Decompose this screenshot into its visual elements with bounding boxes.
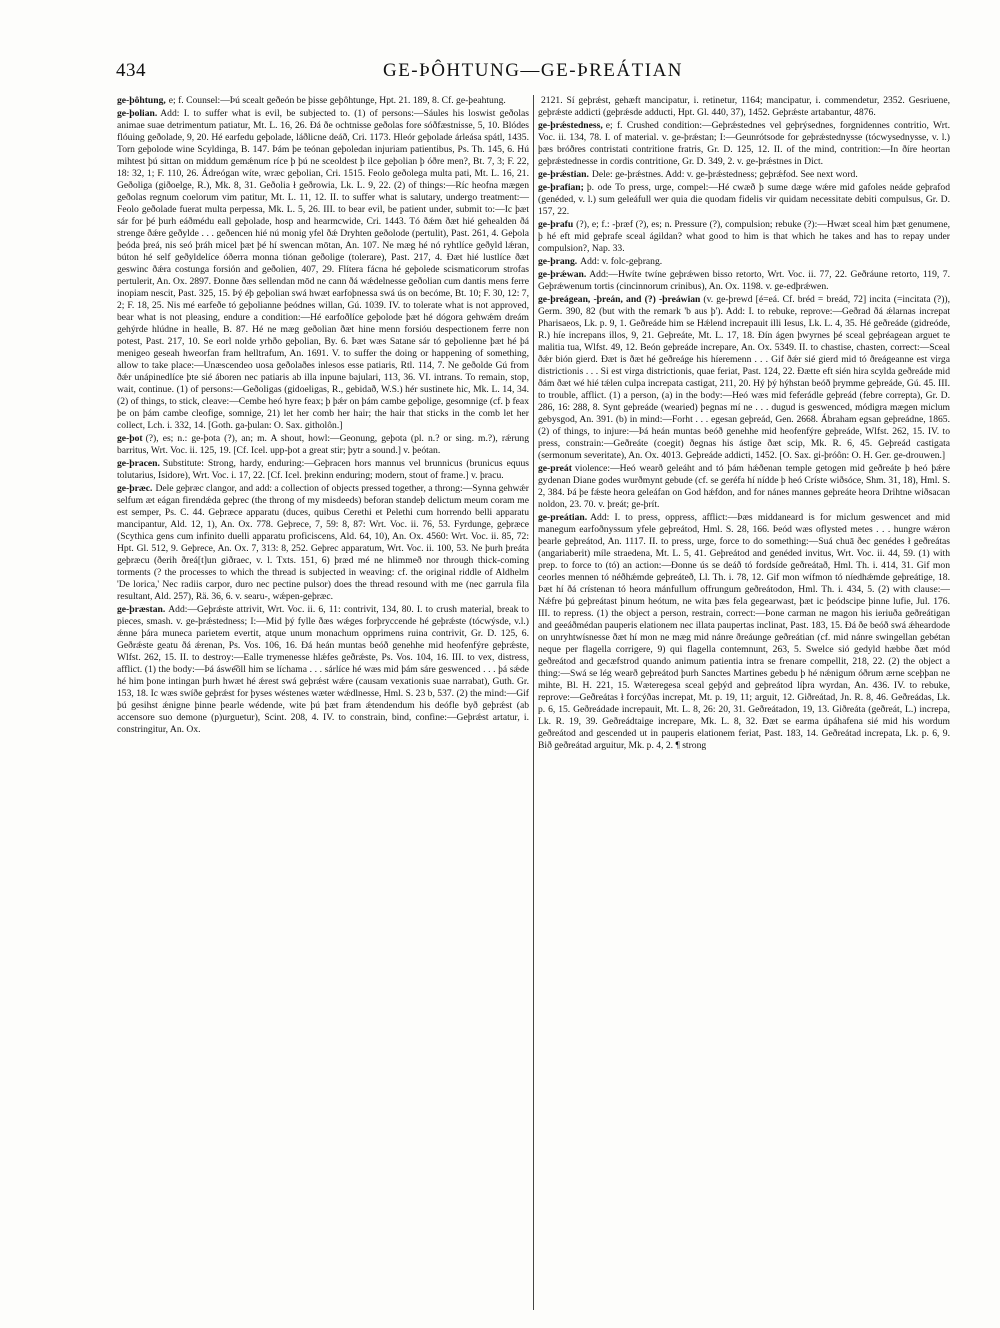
dictionary-entry [538, 169, 950, 181]
left-column [117, 95, 529, 1310]
dictionary-entry [117, 604, 529, 736]
column-divider [533, 95, 534, 1310]
entry-text: violence:—Heó wearð geleáht and tó þám hǽðenan temple getogen mid geðreáte þ heó þǽre gydenan Diane godes wurðmynt gebude (cf. se geréfa hí nídde þ heó Críste wiðsóce, Shm. 31, 18), Hml. S. 2, 384. Þá þe fǽste heora geleáfan on God hǽfdon, and for nánes mannes geþreáte heora Drihtne wiðsacan noldon, 23. 70. v. þreát; ge-þrít. [538, 463, 950, 510]
dictionary-entry [117, 483, 529, 603]
entry-headword: ge-þrafian; [538, 182, 584, 193]
entry-text: e; f. Crushed condition:—Geþrǽstednes vel geþrýsednes, forgnidennes contritio, Wrt. Voc. ii. 134, 78. I. of material. v. ge-þrǽstan; I:—Geunrótsode for geþrǽstednysse (tócwysednysse, v. l.) þæs bróðres contristati contritione fratris, Gr. D. 125, 12. II. of the mind, contrition:—In ðíre heortan geþrǽstednesse in cordis contritione, Gr. D. 349, 2. v. ge-þrǽstnes in Dict. [538, 120, 950, 167]
entry-headword: ge-preát [538, 463, 572, 474]
entry-text: þ. ode To press, urge, compel:—Hé cwæð þ sume dæge wǽre mid gafoles neáde geþrafod (genéded, v. l.) sum geleáfull wer quia die quodam fidelis vir quidam necessitate debiti compulsus, Gr. D. 157, 22. [538, 182, 950, 217]
page-header [116, 60, 950, 86]
entry-text: Dele: ge-þrǽstnes. Add: v. ge-þrǽstedness; geþrǽfod. See next word. [591, 169, 858, 180]
entry-headword: ge-þracen. [117, 458, 160, 469]
entry-text: 2121. Sí geþrǽst, gehæft mancipatur, i. retinetur, 1164; mancipatur, i. commendetur, 2352. Gesriuene, geþrǽste addicti (geþrǽsde adducti, Hpt. Gl. 440, 37), 1452. Geþrǽste artabantur, 4876. [538, 95, 950, 118]
entry-headword: ge-þrǽwan. [538, 269, 587, 280]
entry-text: (?), es; n.: ge-þota (?), an; m. A shout, howl:—Geonung, geþota (pl. n.? or sing. m.?), rǽrung barritus, Wrt. Voc. ii. 125, 19. [Cf. Icel. upp-þot a great stir; þytr a sound.] v. þeótan. [117, 433, 529, 456]
entry-text: (v. ge-þrewd [é=eá. Cf. bréd = breád, 72] incita (=incitata (?)), Germ. 390, 82 (but with the remark 'b aus þ'). Add: I. to rebuke, reprove:—Geðrad ðá ǽlarnas increpat Pharisaeos, Lk. p. 9, 1. Geðreáde him se Hǽlend increpauit illi Iesus, Lk. L. 4, 35. Hé geðreáde (gidreóde, R.) híe increpans illos, 9, 21. Geþreáte, Mt. L. 17, 18. Ðín ágen þwyrnes þé sceal geþréagean arguet te malitia tua, Wlfst. 49, 12. Beón geþreáde increpare, An. Ox. 5349. II. to chastise, chasten, correct:—Sceal ðǽr bión gierd. Ðæt is ðæt hé geðreáge his híeremenn . . . Gif ðǽr sié gierd mid tó ðreágeanne est virga districtionis . . . Si est virga districtionis, quae feriat, Past. 124, 22. Ðætte eft sién hira scylda geðreáde mid ðám ðæt wé hié tǽlen culpa increpata castigat, 211, 20. Hý þý hýhstan beóð þrymme geþreáde, Gú. 45. III. to trouble, afflict. (1) a person, (a) in the body:—Heó wæs mid feferádle geþreád (febre correpta), Gr. D. 286, 16: 288, 8. Synt geþreáde (wearied) þegnas mí ne . . . dugud is geswenced, módigra mægen miclum gebysgod, An. 391. (b) in mind:—Forht . . . egesan geþreád, Gen. 2668. Ábraham egsan geþreádne, 1865. (2) of things, to injure:—Þá heán muntas beóð genehhe mid heofenfýre geþreáde, Wlfst. 262, 15. IV. to press, constrain:—Geðreáte (coegit) ðegnas his ástige ðæt scip, Mk. R. 6, 45. Geþreád castigata (sermonum severitate), An. Ox. 4013. Geþreáde addicti, 1452. [O. Sax. gi-þróôn: O. H. Ger. ge-drouwen.] [538, 294, 950, 461]
page-number: 434 [116, 60, 146, 81]
dictionary-entry [538, 512, 950, 752]
dictionary-entry [538, 120, 950, 168]
dictionary-entry [538, 294, 950, 462]
entry-text: Dele geþræc clangor, and add: a collection of objects pressed together, a throng:—Synna gehwǽr selfum æt eágan firendǽda geþrec (the throng of my misdeeds) beforan standeþ delictum meum coram me est semper, Ps. C. 44. Geþræce apparatu (duces, quibus Cerethi et Pelethi cum horrendo belli apparatu mancipantur, Ald. 12, 1), An. Ox. 778. Geþrece, 7, 59: 8, 87: Wrt. Voc. ii. 76, 53. Fyrdunge, geþræce (Scythica gens cum infinito duelli apparatu proficiscens, Ald. 64, 10), An. Ox. 4560: Wrt. Voc. ii. 85, 72: Hpt. Gl. 512, 9. Geþrece, An. Ox. 7, 313: 8, 252. Geþrec apparatum, Wrt. Voc. ii. 100, 53. Ne þurh þreáta geþræcu (ðerih ðreá[t]un giðraec, v. l. Txts. 151, 6) þræd mé ne hlimmeð nor through thick-coming torments (? the processes to which the thread is subjected in weaving: cf. the original riddle of Aldhelm 'De lorica,' Nec radiis carpor, duro nec pectine pulsor) does the thread resound with me (nec garrula fila resultant, Ald. 257), Rä. 36, 6. v. searu-, wǽpen-geþræc. [117, 483, 529, 602]
entry-headword: ge-þrǽstedness, [538, 120, 603, 131]
entry-headword: ge-þrafu [538, 219, 574, 230]
entry-headword: ge-þot [117, 433, 143, 444]
entry-headword: ge-þôhtung, [117, 95, 166, 106]
entry-text: Add:—Hwíte twíne geþrǽwen bisso retorto, Wrt. Voc. ii. 77, 22. Geðráune retorto, 119, 7. Geþrǽwenum tortis (cincinnorum crinibus), An. Ox. 1198. v. ge-edþrǽwen. [538, 269, 950, 292]
entry-text: Add: I. to press, oppress, afflict:—Þæs middaneard is for miclum geswencet and mid manegum earfoðnyssum yfele geþreátod, Hml. S. 28, 166. Þeód wæs oflysted metes . . . hungre wǽron þearle geþreátod, An. 1117. II. to press, urge, force to do something:—Suá chuā ðec genédes ł geðreátas (angariaberit) míle straedena, Mt. L. 5, 41. Geþreátod and genéded invitus, Wrt. Voc. ii. 44, 59. (1) with prep. to force to (tó) an action:—Ðonne ús se deáð tó fordsíde geðreátað, Hml. Th. i. 414, 31. Gif mon ceorles mennen tó néðhǽmde geþreáteð, Ll. Th. i. 78, 12. Gif mon wífmon tó níedhǽmde geþreátige, 18. Þæt hí ðá crístenan tó heora mánfullum offrungum geðreátodon, Hml. Th. i. 434, 5. (2) with clause:—Nǽfre þú geþreátast þinum heótum, ne wita þæs fela gegearwast, þæt ic þeódscipe þinne lufie, Jul. 176. III. to repress. (1) the object a person, restrain, correct:—Þone carman ne magon his ieriuða geðreátigan and geeáðmédan pauperis elationem nec illata paupertas inclinat, Past. 183, 15. Ðá ðe beóð swá ǽheardode on unryhtwísnesse ðæt hí mon ne mæg mid nánre ðreáunge geðreátian (cf. mid nánre swingellan gebétan neque per flagella corrigere, 9) qui flagella contemnunt, 263, 5. Swelce sió gedyld hæbbe ðæt mód geðreátod and gecæfstrod quando animum patientia intra se frenare compellit, 218, 22. (2) the object a thing:—Swá se lég wearð geþreátod þurh Sanctes Martines gebedu þ hé nǽnigum óðrum ærne sceþþan ne mihte, Bl. H. 221, 15. Wæteregesa sceal geþýd and geþreátod líþra wyrdan, An. 436. IV. to rebuke, reprove:—Geðreátas ł forcýðas increpat, Mt. p. 19, 11; arguit, 12. Giðreátad, Jn. R. 8, 46. Geðreádas, Lk. p. 6, 15. Geðreádade increpauit, Mt. L. 8, 26: 20, 31. Geðreátadon, 19, 13. Giðreáta (geðreát, L.) increpa, Lk. R. 19, 39. Geðreádtaige increpare, Mk. L. 8, 32. Ðæt se earma úpáhafena sié mid his wordum geðreátod and gescended ut in pauperis elationem feriat, Past. 183, 14. Geðreátad increpata, Lk. p. 6, 9. Bið geðreátad arguitur, Mk. p. 4, 2. ¶ strong [538, 512, 950, 751]
entry-text: Add: I. to suffer what is evil, be subjected to. (1) of persons:—Sáules his loswist geðolas animae suae detrimentum patiatur, Mt. L. 16, 26. Ðá ðe ochtnisse geðolas fore sóðfæstnisse, 5, 10. Blódes flóuing geðolade, 9, 20. Hé earfedu geþolade, láðlicne deáð, Cri. 1173. Hleór geþolade árleása spátl, 1435. Torn geþolode wine Scyldinga, B. 147. Þám þe teónan geþoledan injuriam patientibus, Ps. Th. 145, 6. Hú mihtest þú sittan on middum gemǽnum ríce þ þú ne sceoldest þ ilce geþolian þ óðre men?, Bt. 7, 3; F. 22, 18: 32, 1; F. 110, 26. Ádreógan wíte, wræc geþolian, Cri. 1515. Feolo geðolega multa pati, Mt. L. 16, 21. Geðoliga (giðoelge, R.), Mk. 8, 31. Geðolia ł geðrowia, Lk. L. 9, 22. (2) of things:—Ríc heofna mægen geðolas regnum coelorum vim patitur, Mt. L. 11, 12. II. to suffer what is salutary, undergo treatment:—Feolo geðolade fuerat multa perpessa, Mk. L. 5, 26. III. to bear evil, be patient under, submit to:—Ic þæt sár for þé þurh eáðmédu eall geþolade, hosp and hearmcwide, Cri. 1443. Tó ðǽm ðæt hié gehealden ðá strenge ðǽre geðylde . . . geðencen hié nú monig yfel ðǽ Dryhten geðolode (pertulit), Past. 261, 4. Geþola þeóda þreá, nis seó þráh micel þæt þé hí swencan mōtan, An. 107. Ne mæg hé nó ryhtlíce geðyld lǽran, búton hé self geðyldelíce óðerra monna tiónan geðolige (tolerare), Past. 217, 4. Ðæt hié lustlíce ðæt geswinc ðǽra costunga forsión and geðolien, 407, 29. Flítera fácna hé geþolede scismaticorum strofas pertulerit, An. Ox. 2897. Ðonne ðæs sellendan mōd ne cann ðá wǽdelnesse geðolian cum dantis mens ferre inopiam nescit, Past. 325, 15. Þý éþ geþolian swá hwæt earfoþnessa swá ús on becóme, Bt. 10; F. 30, 12: 7, 2; F. 18, 25. Nis mé earfeðe tó geþolianne þeódnes willan, Gú. 1039. IV. to tolerate what is not approved, bear what is not pleasing, endure a condition:—Hé earfoðlíce geþolode þæt hé dógora gehwǽm dreám gehýrde hlúdne in healle, B. 87. Hé ne mæg geðolian ðæt hine menn forsióu despectionem ferre non potest, Past. 217, 10. Se eorl nolde yrhðo geþolian, By. 6. Þæt wæs Satane sár tó geþolienne þæt hé þá menigeo geseah hweorfan fram helltrafum, An. 1691. V. to suffer the doing or happening of something, allow to take place:—Unæscendeo uosa geðolaðes inlesos esse patiaris, Rtl. 114, 7. Ne geðolde Gú from ðǽr unápinedlíce þte sié áboren nec patiaris ab illa inpune bajulari, 113, 36. VI. intrans. To remain, stop, wait, continue. (1) of persons:—Geðoligas (gidoeligas, R., gebidað, W.S.) hér sustinete hic, Mk. L. 14, 34. (2) of things, to stick, cleave:—Cembe heó hyre feax; þ þǽr on þám cambe geþolige, gesomnige (cf. þ feax þe on þám cambe cleofige, somnige, 21) let her comb her hair; the hair that sticks in the comb let her collect, Lch. i. 332, 14. [Goth. ga-þulan: O. Sax. githolôn.] [117, 108, 529, 431]
entry-headword: ge-þræstan. [117, 604, 166, 615]
dictionary-entry [538, 95, 950, 119]
entry-text: e; f. Counsel:—Þú scealt geðeón be þisse geþôhtunge, Hpt. 21. 189, 8. Cf. ge-þeahtung. [168, 95, 506, 106]
dictionary-entry [538, 463, 950, 511]
entry-headword: ge-þrǽstian. [538, 169, 589, 180]
running-title: GE-ÞÔHTUNG—GE-ÞREÁTIAN [382, 60, 684, 81]
dictionary-entry [117, 95, 529, 107]
entry-text: (?), e; f.: -þræf (?), es; n. Pressure (?), compulsion; rebuke (?):—Hwæt sceal him þæt genumene, þ hé eft mid geþrafe sceal ágildan? what good to him is that which he takes and has to repay under compulsion?, Nap. 33. [538, 219, 950, 254]
dictionary-entry [538, 256, 950, 268]
entry-text: Add:—Geþrǽste attrivit, Wrt. Voc. ii. 6, 11: contrivit, 134, 80. I. to crush material, break to pieces, smash. v. ge-þrǽstedness; I:—Mid þý fylle ðæs wǽges forþryccende hé geþrǽste (tócwýsde, v.l.) ǽnne þára muneca parietem evertit, atque unum monachum opprimens ruina contrivit, Gr. D. 125, 6. Geðrǽste geatu ðá ǽrenan, Ps. Vos. 106, 16. Ðá heán muntas beóð genehhe mid heofenfýre geþrǽste, Wlfst. 262, 15. II. to destroy:—Ealle trymenesse hlǽfes geðrǽste, Ps. Vos. 104, 16. III. to vex, distress, afflict. (1) the body:—Þá áswe͡oll him se líchama . . . sárlíce hé wæs mid þám sáre geswenced . . . þá sǽde hé him þone intingan þurh hwæt hé ǽrest swá geþrǽst wǽre (causam vexationis suae narrabat), Guth. Gr. 153, 18. Ic wæs swíðe geþrǽst for þyses wéstenes wæter wǽdlnesse, Hml. S. 23 b, 537. (2) the mind:—Gif þú gesihst ǽnigne þinne þearle wédende, wite þú þæt fram ǽtendendum his deófle byð geþrǽst (ab accensore suo demone (p)urguetur), Scint. 208, 4. IV. to constrain, bind, confine:—Geþrǽst artatur, i. constringitur, An. Ox. [117, 604, 529, 735]
dictionary-entry [117, 108, 529, 432]
entry-headword: ge-þræc. [117, 483, 153, 494]
entry-headword: ge-þreágean, -þreán, and (?) -þreáwian [538, 294, 701, 305]
entry-text: Substitute: Strong, hardy, enduring:—Geþracen hors mannus vel brunnicus (brunicus equus tolutarius, Isidore), Wrt. Voc. i. 17, 22. [Cf. Icel. þrekinn enduring; modern, stout of frame.] v. þracu. [117, 458, 529, 481]
dictionary-entry [538, 269, 950, 293]
right-column [538, 95, 950, 1310]
entry-headword: ge-preátian. [538, 512, 588, 523]
entry-text: Add: v. folc-geþrang. [580, 256, 663, 267]
dictionary-entry [538, 182, 950, 218]
dictionary-entry [538, 219, 950, 255]
dictionary-entry [117, 458, 529, 482]
entry-headword: ge-þolian. [117, 108, 158, 119]
entry-headword: ge-þrang. [538, 256, 578, 267]
dictionary-entry [117, 433, 529, 457]
